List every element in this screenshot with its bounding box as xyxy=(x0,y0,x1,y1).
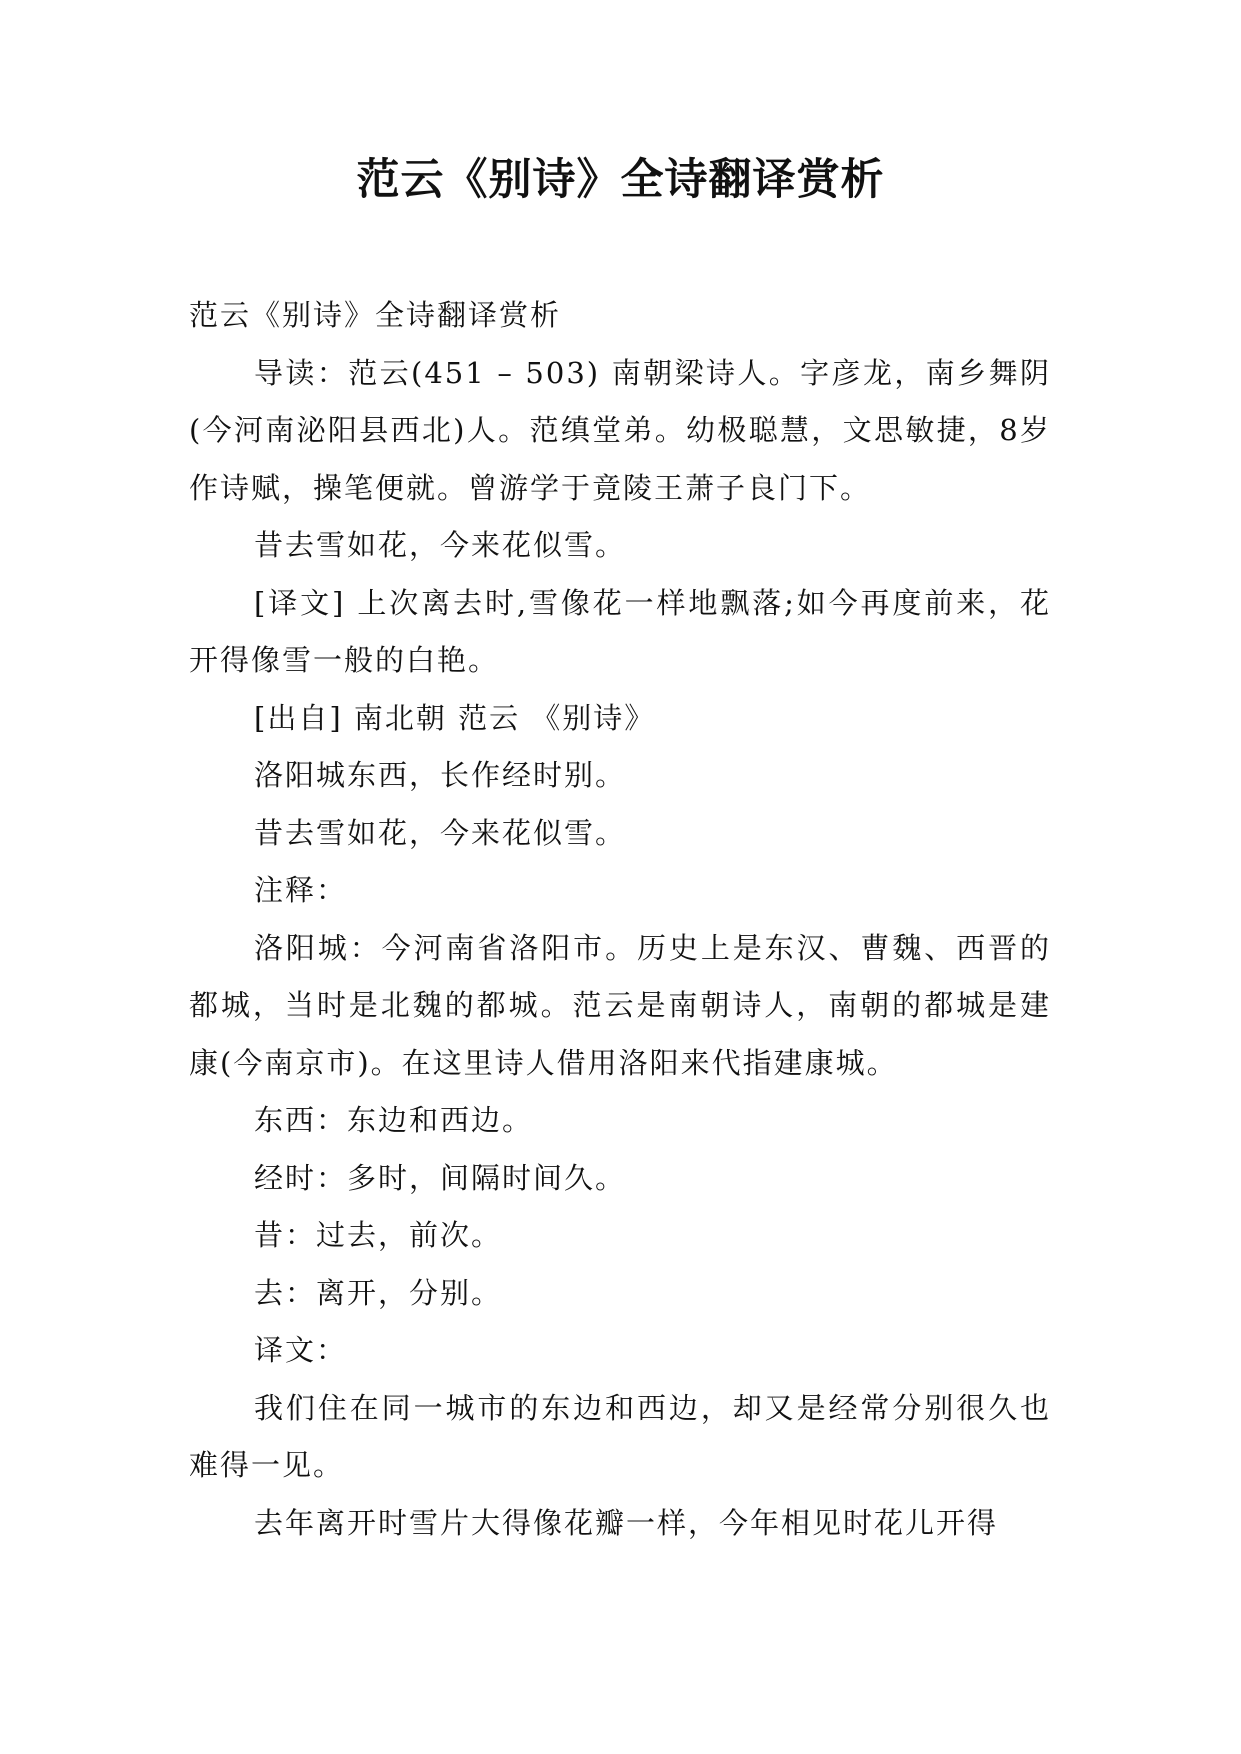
paragraph: [译文] 上次离去时,雪像花一样地飘落;如今再度前来，花开得像雪一般的白艳。 xyxy=(189,585,1051,677)
paragraph: 洛阳城：今河南省洛阳市。历史上是东汉、曹魏、西晋的都城，当时是北魏的都城。范云是南朝诗人，南朝的都城是建康(今南京市)。在这里诗人借用洛阳来代指建康城。 xyxy=(189,930,1051,1080)
paragraph: 译文： xyxy=(254,1333,348,1367)
paragraph: 我们住在同一城市的东边和西边，却又是经常分别很久也难得一见。 xyxy=(189,1390,1051,1482)
paragraph: 东西：东边和西边。 xyxy=(254,1103,534,1137)
paragraph: 洛阳城东西，长作经时别。 xyxy=(254,758,627,792)
paragraph: 导读：范云(451 – 503) 南朝梁诗人。字彦龙，南乡舞阴(今河南泌阳县西北)人。范缜堂弟。幼极聪慧，文思敏捷，8岁作诗赋，操笔便就。曾游学于竟陵王萧子良门下。 xyxy=(189,355,1051,505)
document-body xyxy=(189,287,1051,1552)
paragraph: 昔去雪如花，今来花似雪。 xyxy=(254,815,627,850)
paragraph: 经时：多时，间隔时间久。 xyxy=(254,1160,627,1195)
page-title: 范云《别诗》全诗翻译赏析 xyxy=(356,155,885,205)
paragraph: 注释： xyxy=(254,873,348,907)
paragraph: 去：离开，分别。 xyxy=(254,1275,503,1310)
paragraph: 昔去雪如花，今来花似雪。 xyxy=(254,528,627,562)
paragraph: 去年离开时雪片大得像花瓣一样，今年相见时花儿开得 xyxy=(254,1505,999,1540)
paragraph: 范云《别诗》全诗翻译赏析 xyxy=(189,298,562,332)
paragraph: [出自] 南北朝 范云 《别诗》 xyxy=(254,700,656,735)
paragraph: 昔：过去，前次。 xyxy=(254,1218,503,1252)
